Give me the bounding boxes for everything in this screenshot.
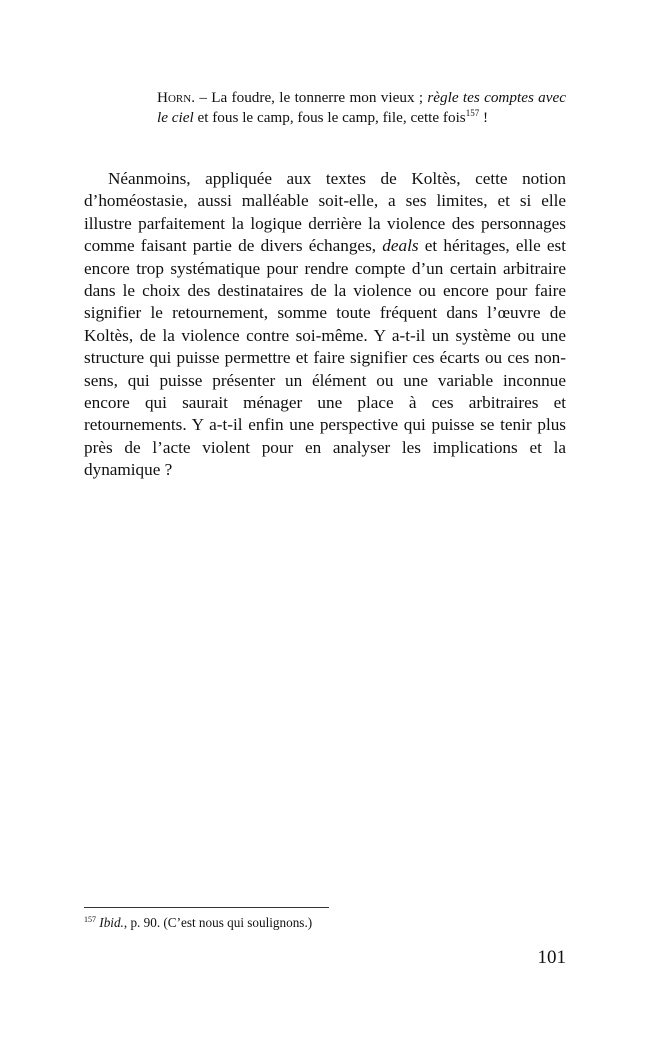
- quote-text-before: – La foudre, le tonnerre mon vieux ;: [195, 89, 428, 106]
- paragraph-italic-word: deals: [382, 236, 419, 256]
- paragraph-part-1: Néanmoins, appliquée aux textes de Koltès, cette notion d’homéostasie, aussi malléable soit-elle, a ses limites, et si elle illustre parfaitement la logique derrière la violence des personnages comme faisant partie de divers échanges,: [84, 169, 566, 256]
- speaker-name: Horn.: [157, 89, 195, 106]
- quote-ending: !: [479, 109, 489, 126]
- page-number: 101: [537, 947, 566, 968]
- footnote-number: 157: [84, 915, 96, 924]
- quote-italic-phrase: règle tes comptes avec le ciel: [157, 89, 566, 126]
- footnote-italic-ref: Ibid.: [99, 915, 124, 930]
- quote-text-after: et fous le camp, fous le camp, file, cette fois: [193, 109, 466, 126]
- footnote-separator: [84, 907, 329, 908]
- paragraph-part-2: et héritages, elle est encore trop systématique pour rendre compte d’un certain arbitraire dans le choix des destinataires de la violence ou encore pour faire signifier le retournement, somme toute fréquent dans l’œuvre de Koltès, de la violence contre soi-même. Y a-t-il un système ou une structure qui puisse permettre et faire signifier ces écarts ou ces non-sens, qui puisse présenter un élément ou une variable inconnue encore qui saurait ménager une place à ces arbitraires et retournements. Y a-t-il enfin une perspective qui puisse se tenir plus près de l’acte violent pour en analyser les implications et la dynamique ?: [84, 236, 566, 480]
- footnote-text: , p. 90. (C’est nous qui soulignons.): [123, 915, 313, 930]
- block-quote: [157, 88, 566, 128]
- footnote: [84, 914, 312, 932]
- body-paragraph: [84, 168, 566, 482]
- footnote-reference: 157: [465, 108, 480, 118]
